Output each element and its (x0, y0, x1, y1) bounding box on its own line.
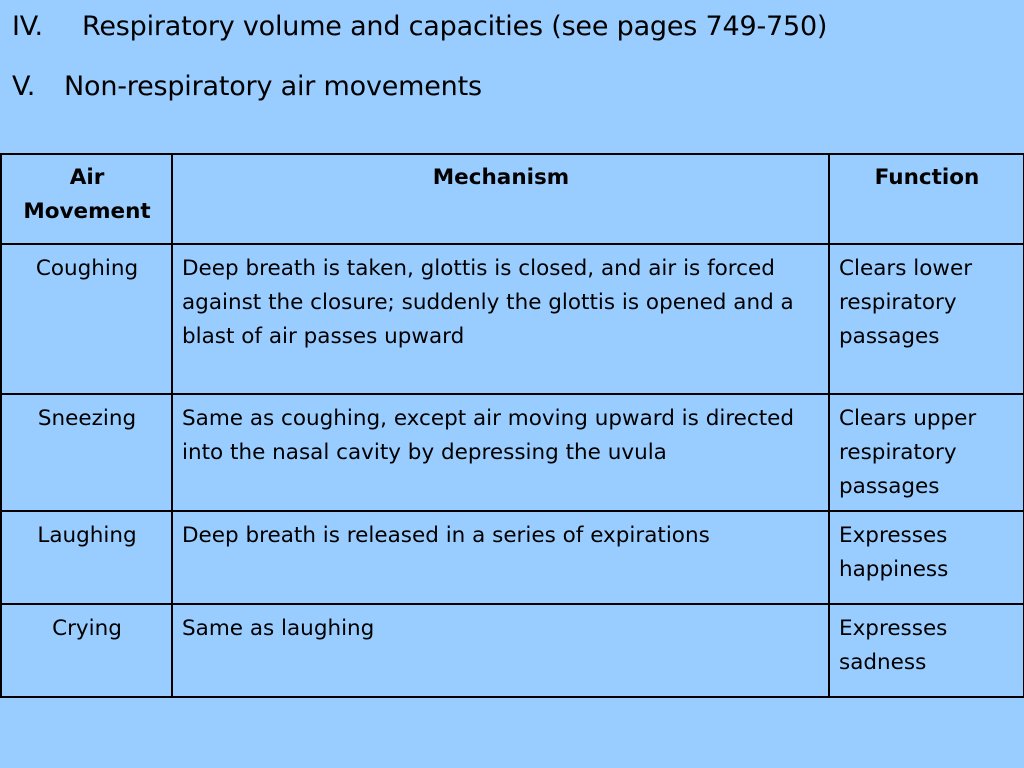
heading-number: IV. (12, 11, 43, 42)
movement-cell: Laughing (1, 511, 172, 604)
heading-respiratory-volume (12, 10, 827, 44)
header-mechanism: Mechanism (172, 154, 829, 244)
heading-text: Respiratory volume and capacities (see pages 749-750) (82, 11, 828, 42)
function-cell: Expresses sadness (829, 604, 1024, 697)
table-header-row (1, 154, 1024, 244)
movement-cell: Sneezing (1, 394, 172, 511)
header-air-movement: Air Movement (1, 154, 172, 244)
table-row (1, 394, 1024, 511)
movement-cell: Crying (1, 604, 172, 697)
table-row (1, 511, 1024, 604)
function-cell: Expresses happiness (829, 511, 1024, 604)
air-movements-table (0, 153, 1024, 698)
header-function: Function (829, 154, 1024, 244)
function-cell: Clears upper respiratory passages (829, 394, 1024, 511)
function-cell: Clears lower respiratory passages (829, 244, 1024, 394)
heading-non-respiratory (12, 70, 482, 104)
table-row (1, 604, 1024, 697)
mechanism-cell: Deep breath is released in a series of expirations (172, 511, 829, 604)
mechanism-cell: Same as laughing (172, 604, 829, 697)
heading-text: Non-respiratory air movements (64, 71, 482, 102)
table-row (1, 244, 1024, 394)
mechanism-cell: Deep breath is taken, glottis is closed, and air is forced against the closure; suddenly the glottis is opened and a blast of air passes upward (172, 244, 829, 394)
movement-cell: Coughing (1, 244, 172, 394)
mechanism-cell: Same as coughing, except air moving upward is directed into the nasal cavity by depressing the uvula (172, 394, 829, 511)
heading-number: V. (12, 71, 36, 102)
